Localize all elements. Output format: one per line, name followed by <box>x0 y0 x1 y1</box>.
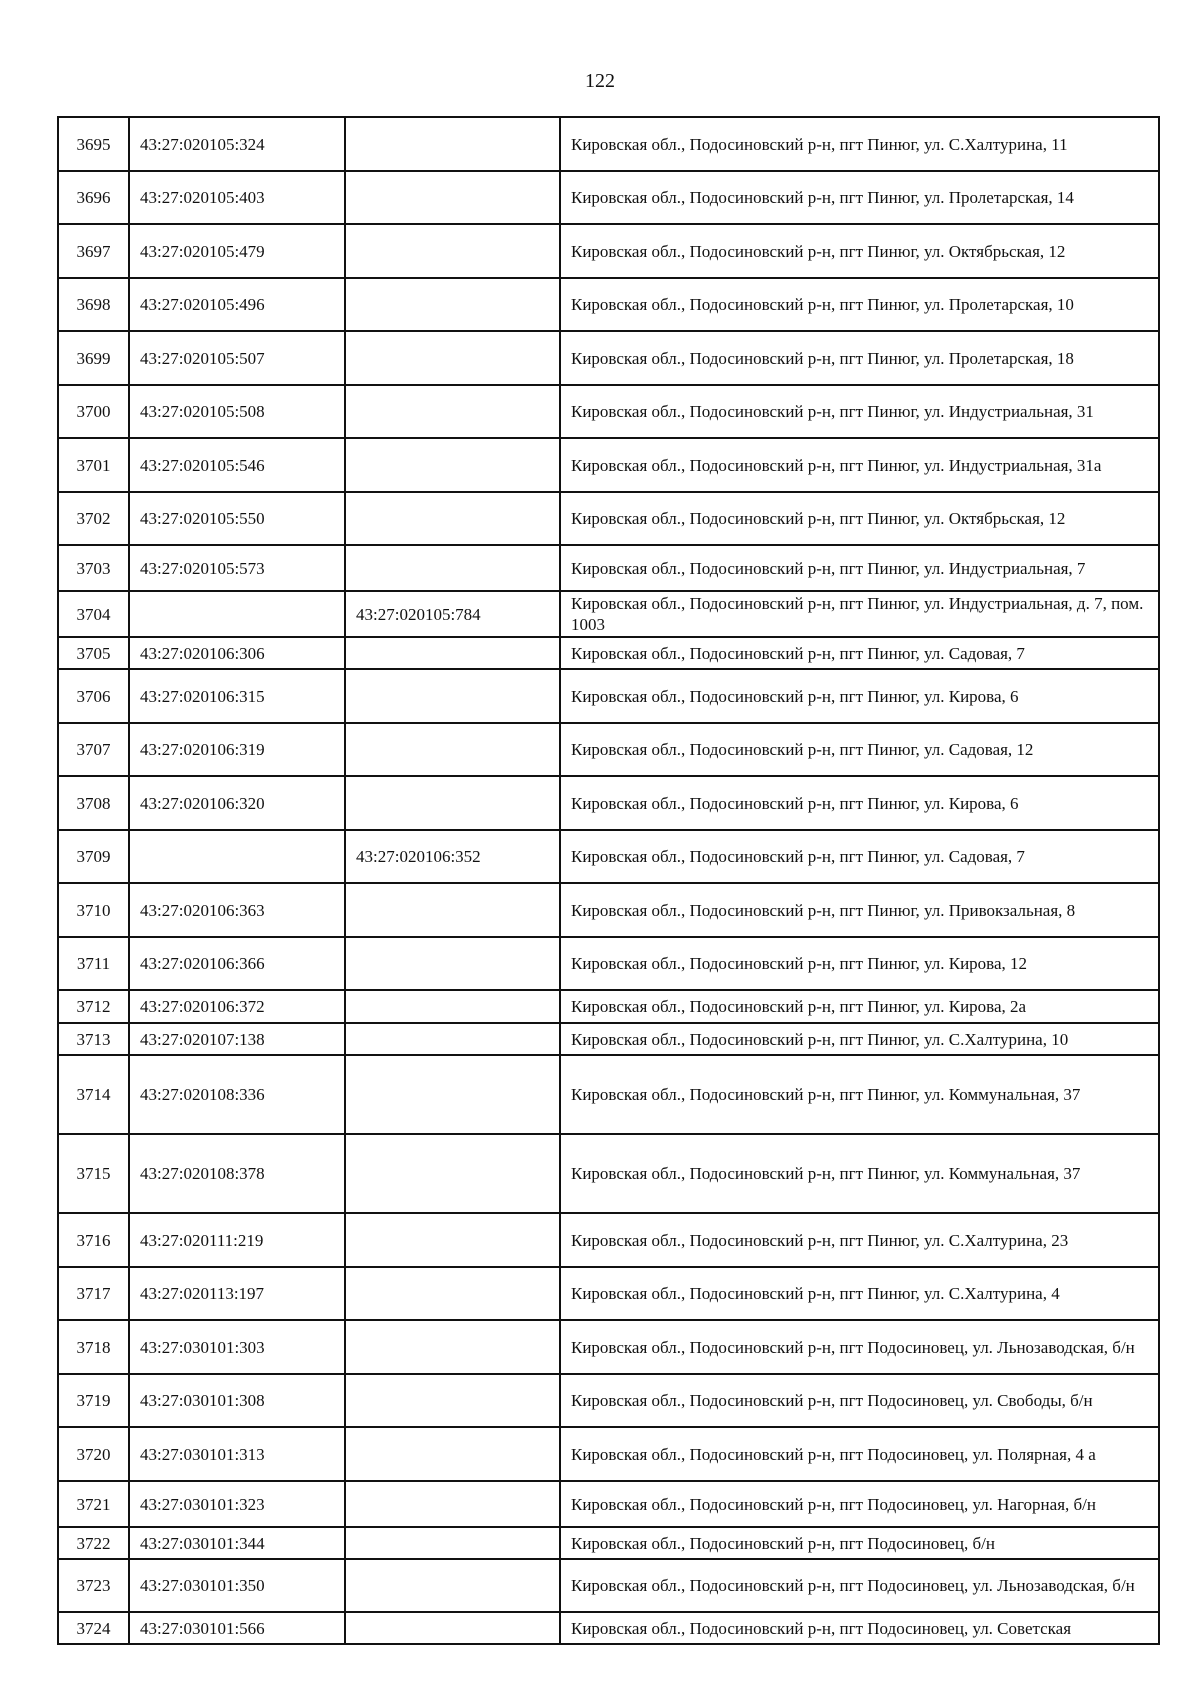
row-number: 3722 <box>58 1527 129 1559</box>
table-row <box>58 1427 1159 1481</box>
cadastral-number: 43:27:030101:308 <box>129 1374 345 1427</box>
premises-cadastral-number <box>345 637 560 669</box>
row-number: 3704 <box>58 591 129 637</box>
table-row <box>58 1612 1159 1644</box>
row-number: 3695 <box>58 117 129 171</box>
premises-cadastral-number <box>345 1374 560 1427</box>
cadastral-number: 43:27:020107:138 <box>129 1023 345 1055</box>
table-row <box>58 591 1159 637</box>
table-row <box>58 117 1159 171</box>
table-row <box>58 723 1159 776</box>
cadastral-number: 43:27:030101:350 <box>129 1559 345 1612</box>
registry-table <box>57 116 1160 1645</box>
cadastral-number: 43:27:020106:366 <box>129 937 345 990</box>
cadastral-number: 43:27:020105:479 <box>129 224 345 278</box>
cadastral-number: 43:27:020105:496 <box>129 278 345 331</box>
address: Кировская обл., Подосиновский р-н, пгт Пинюг, ул. Кирова, 2а <box>560 990 1159 1023</box>
address: Кировская обл., Подосиновский р-н, пгт Пинюг, ул. Октябрьская, 12 <box>560 224 1159 278</box>
table-row <box>58 1267 1159 1320</box>
row-number: 3699 <box>58 331 129 385</box>
row-number: 3697 <box>58 224 129 278</box>
table-row <box>58 883 1159 937</box>
cadastral-number: 43:27:020105:403 <box>129 171 345 224</box>
table-row <box>58 1481 1159 1527</box>
table-row <box>58 331 1159 385</box>
premises-cadastral-number <box>345 1481 560 1527</box>
registry-table-body <box>58 117 1159 1644</box>
premises-cadastral-number <box>345 1559 560 1612</box>
address: Кировская обл., Подосиновский р-н, пгт Подосиновец, ул. Советская <box>560 1612 1159 1644</box>
table-row <box>58 171 1159 224</box>
premises-cadastral-number <box>345 1023 560 1055</box>
cadastral-number: 43:27:030101:313 <box>129 1427 345 1481</box>
premises-cadastral-number <box>345 385 560 438</box>
table-row <box>58 1023 1159 1055</box>
premises-cadastral-number <box>345 224 560 278</box>
address: Кировская обл., Подосиновский р-н, пгт Пинюг, ул. Садовая, 7 <box>560 637 1159 669</box>
premises-cadastral-number <box>345 438 560 492</box>
address: Кировская обл., Подосиновский р-н, пгт Подосиновец, б/н <box>560 1527 1159 1559</box>
address: Кировская обл., Подосиновский р-н, пгт Пинюг, ул. Коммунальная, 37 <box>560 1134 1159 1213</box>
cadastral-number: 43:27:020113:197 <box>129 1267 345 1320</box>
cadastral-number: 43:27:020106:363 <box>129 883 345 937</box>
cadastral-number: 43:27:030101:323 <box>129 1481 345 1527</box>
address: Кировская обл., Подосиновский р-н, пгт Пинюг, ул. С.Халтурина, 11 <box>560 117 1159 171</box>
row-number: 3724 <box>58 1612 129 1644</box>
row-number: 3717 <box>58 1267 129 1320</box>
address: Кировская обл., Подосиновский р-н, пгт Пинюг, ул. Индустриальная, 31 <box>560 385 1159 438</box>
address: Кировская обл., Подосиновский р-н, пгт Пинюг, ул. Индустриальная, 31а <box>560 438 1159 492</box>
premises-cadastral-number <box>345 990 560 1023</box>
address: Кировская обл., Подосиновский р-н, пгт Пинюг, ул. Кирова, 12 <box>560 937 1159 990</box>
table-row <box>58 224 1159 278</box>
address: Кировская обл., Подосиновский р-н, пгт Пинюг, ул. Привокзальная, 8 <box>560 883 1159 937</box>
premises-cadastral-number: 43:27:020106:352 <box>345 830 560 883</box>
premises-cadastral-number: 43:27:020105:784 <box>345 591 560 637</box>
address: Кировская обл., Подосиновский р-н, пгт Подосиновец, ул. Льнозаводская, б/н <box>560 1559 1159 1612</box>
address: Кировская обл., Подосиновский р-н, пгт Подосиновец, ул. Свободы, б/н <box>560 1374 1159 1427</box>
address: Кировская обл., Подосиновский р-н, пгт Пинюг, ул. Коммунальная, 37 <box>560 1055 1159 1134</box>
premises-cadastral-number <box>345 883 560 937</box>
row-number: 3719 <box>58 1374 129 1427</box>
row-number: 3702 <box>58 492 129 545</box>
row-number: 3712 <box>58 990 129 1023</box>
address: Кировская обл., Подосиновский р-н, пгт Пинюг, ул. Индустриальная, 7 <box>560 545 1159 591</box>
premises-cadastral-number <box>345 776 560 830</box>
address: Кировская обл., Подосиновский р-н, пгт Пинюг, ул. Пролетарская, 14 <box>560 171 1159 224</box>
premises-cadastral-number <box>345 1134 560 1213</box>
premises-cadastral-number <box>345 1213 560 1267</box>
premises-cadastral-number <box>345 1427 560 1481</box>
cadastral-number: 43:27:030101:566 <box>129 1612 345 1644</box>
premises-cadastral-number <box>345 1320 560 1374</box>
row-number: 3715 <box>58 1134 129 1213</box>
row-number: 3711 <box>58 937 129 990</box>
premises-cadastral-number <box>345 937 560 990</box>
row-number: 3721 <box>58 1481 129 1527</box>
row-number: 3720 <box>58 1427 129 1481</box>
table-row <box>58 545 1159 591</box>
address: Кировская обл., Подосиновский р-н, пгт Пинюг, ул. С.Халтурина, 10 <box>560 1023 1159 1055</box>
table-row <box>58 1134 1159 1213</box>
cadastral-number: 43:27:020105:507 <box>129 331 345 385</box>
row-number: 3700 <box>58 385 129 438</box>
address: Кировская обл., Подосиновский р-н, пгт Пинюг, ул. Пролетарская, 10 <box>560 278 1159 331</box>
cadastral-number: 43:27:020105:508 <box>129 385 345 438</box>
premises-cadastral-number <box>345 1612 560 1644</box>
table-row <box>58 1374 1159 1427</box>
address: Кировская обл., Подосиновский р-н, пгт Подосиновец, ул. Нагорная, б/н <box>560 1481 1159 1527</box>
address: Кировская обл., Подосиновский р-н, пгт Пинюг, ул. Садовая, 7 <box>560 830 1159 883</box>
table-row <box>58 669 1159 723</box>
address: Кировская обл., Подосиновский р-н, пгт Пинюг, ул. Индустриальная, д. 7, пом. 1003 <box>560 591 1159 637</box>
cadastral-number: 43:27:020108:378 <box>129 1134 345 1213</box>
cadastral-number: 43:27:020106:306 <box>129 637 345 669</box>
cadastral-number <box>129 591 345 637</box>
table-row <box>58 1527 1159 1559</box>
table-row <box>58 438 1159 492</box>
table-row <box>58 1559 1159 1612</box>
row-number: 3723 <box>58 1559 129 1612</box>
table-row <box>58 776 1159 830</box>
row-number: 3706 <box>58 669 129 723</box>
row-number: 3718 <box>58 1320 129 1374</box>
row-number: 3710 <box>58 883 129 937</box>
cadastral-number: 43:27:020105:324 <box>129 117 345 171</box>
row-number: 3713 <box>58 1023 129 1055</box>
table-row <box>58 990 1159 1023</box>
row-number: 3714 <box>58 1055 129 1134</box>
cadastral-number: 43:27:020106:372 <box>129 990 345 1023</box>
table-row <box>58 385 1159 438</box>
cadastral-number: 43:27:020105:550 <box>129 492 345 545</box>
address: Кировская обл., Подосиновский р-н, пгт Пинюг, ул. С.Халтурина, 4 <box>560 1267 1159 1320</box>
premises-cadastral-number <box>345 1267 560 1320</box>
cadastral-number: 43:27:020106:319 <box>129 723 345 776</box>
table-row <box>58 937 1159 990</box>
premises-cadastral-number <box>345 171 560 224</box>
cadastral-number: 43:27:030101:303 <box>129 1320 345 1374</box>
row-number: 3708 <box>58 776 129 830</box>
premises-cadastral-number <box>345 1055 560 1134</box>
table-row <box>58 278 1159 331</box>
premises-cadastral-number <box>345 117 560 171</box>
cadastral-number: 43:27:020111:219 <box>129 1213 345 1267</box>
table-row <box>58 1320 1159 1374</box>
row-number: 3698 <box>58 278 129 331</box>
table-row <box>58 637 1159 669</box>
page-number: 122 <box>585 70 615 92</box>
address: Кировская обл., Подосиновский р-н, пгт Пинюг, ул. Пролетарская, 18 <box>560 331 1159 385</box>
row-number: 3709 <box>58 830 129 883</box>
row-number: 3716 <box>58 1213 129 1267</box>
cadastral-number: 43:27:030101:344 <box>129 1527 345 1559</box>
table-row <box>58 1055 1159 1134</box>
cadastral-number: 43:27:020106:320 <box>129 776 345 830</box>
address: Кировская обл., Подосиновский р-н, пгт Подосиновец, ул. Полярная, 4 а <box>560 1427 1159 1481</box>
premises-cadastral-number <box>345 1527 560 1559</box>
cadastral-number: 43:27:020105:573 <box>129 545 345 591</box>
premises-cadastral-number <box>345 545 560 591</box>
row-number: 3707 <box>58 723 129 776</box>
address: Кировская обл., Подосиновский р-н, пгт Подосиновец, ул. Льнозаводская, б/н <box>560 1320 1159 1374</box>
address: Кировская обл., Подосиновский р-н, пгт Пинюг, ул. С.Халтурина, 23 <box>560 1213 1159 1267</box>
premises-cadastral-number <box>345 669 560 723</box>
table-row <box>58 1213 1159 1267</box>
address: Кировская обл., Подосиновский р-н, пгт Пинюг, ул. Кирова, 6 <box>560 776 1159 830</box>
row-number: 3705 <box>58 637 129 669</box>
premises-cadastral-number <box>345 492 560 545</box>
table-row <box>58 830 1159 883</box>
cadastral-number <box>129 830 345 883</box>
address: Кировская обл., Подосиновский р-н, пгт Пинюг, ул. Садовая, 12 <box>560 723 1159 776</box>
row-number: 3696 <box>58 171 129 224</box>
table-row <box>58 492 1159 545</box>
address: Кировская обл., Подосиновский р-н, пгт Пинюг, ул. Октябрьская, 12 <box>560 492 1159 545</box>
premises-cadastral-number <box>345 278 560 331</box>
address: Кировская обл., Подосиновский р-н, пгт Пинюг, ул. Кирова, 6 <box>560 669 1159 723</box>
row-number: 3703 <box>58 545 129 591</box>
cadastral-number: 43:27:020106:315 <box>129 669 345 723</box>
cadastral-number: 43:27:020105:546 <box>129 438 345 492</box>
premises-cadastral-number <box>345 723 560 776</box>
row-number: 3701 <box>58 438 129 492</box>
cadastral-number: 43:27:020108:336 <box>129 1055 345 1134</box>
premises-cadastral-number <box>345 331 560 385</box>
